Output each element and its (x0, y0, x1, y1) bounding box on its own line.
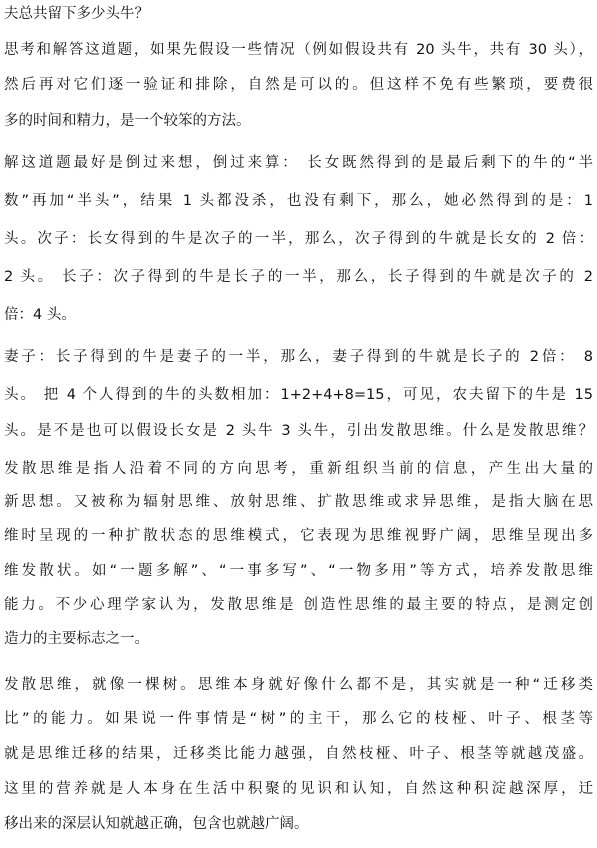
text-line-7: 头。次子：长女得到的牛是次子的一半，那么，次子得到的牛就是长女的 2 倍： (4, 231, 593, 247)
text-line-17: 能力。不少心理学家认为，发散思维是 创造性思维的最主要的特点，是测定创 (4, 597, 593, 613)
text-line-16: 维发散状。如“一题多解”、“一事多写”、“一物多用”等方式，培养发散思维 (4, 563, 593, 579)
text-line-3: 然后再对它们逐一验证和排除，自然是可以的。但这样不免有些繁琐，要费很 (4, 77, 593, 93)
text-line-11: 头。 把 4 个人得到的牛的头数相加：1+2+4+8=15，可见，农夫留下的牛是 15 (4, 387, 593, 403)
text-line-21: 就是思维迁移的结果，迁移类比能力越强，自然枝桠、叶子、根茎等就越茂盛。 (4, 746, 593, 762)
text-line-20: 比”的能力。如果说一件事情是“树”的主干，那么它的枝桠、叶子、根茎等 (4, 711, 593, 727)
text-line-15: 维时呈现的一种扩散状态的思维模式，它表现为思维视野广阔，思维呈现出多 (4, 528, 593, 544)
text-line-4: 多的时间和精力，是一个较笨的方法。 (4, 113, 251, 129)
text-line-10: 妻子：长子得到的牛是妻子的一半，那么，妻子得到的牛就是长子的 2倍： 8 (4, 349, 593, 365)
text-line-1: 夫总共留下多少头牛？ (4, 6, 149, 22)
text-line-13: 发散思维是指人沿着不同的方向思考，重新组织当前的信息，产生出大量的 (4, 461, 593, 477)
text-line-5: 解这道题最好是倒过来想，倒过来算： 长女既然得到的是最后剩下的牛的“半 (4, 155, 593, 171)
text-line-12: 头。是不是也可以假设长女是 2 头牛 3 头牛，引出发散思维。什么是发散思维？ (4, 423, 593, 439)
text-line-19: 发散思维，就像一棵树。思维本身就好像什么都不是，其实就是一种“迁移类 (4, 677, 593, 693)
text-line-23: 移出来的深层认知就越正确，包含也就越广阔。 (4, 816, 309, 832)
text-line-2: 思考和解答这道题，如果先假设一些情况（例如假设共有 20 头牛，共有 30 头）， (4, 42, 593, 58)
text-line-8: 2 头。 长子：次子得到的牛是长子的一半，那么，长子得到的牛就是次子的 2 (4, 269, 593, 285)
text-line-18: 造力的主要标志之一。 (4, 631, 149, 647)
text-line-6: 数”再加“半头”，结果 1 头都没杀，也没有剩下，那么，她必然得到的是：1 (4, 193, 593, 209)
text-line-9: 倍：4 头。 (4, 307, 76, 323)
text-line-14: 新思想。又被称为辐射思维、放射思维、扩散思维或求异思维，是指大脑在思 (4, 494, 593, 510)
text-line-22: 这里的营养就是人本身在生活中积聚的见识和认知，自然这种积淀越深厚，迁 (4, 781, 593, 797)
